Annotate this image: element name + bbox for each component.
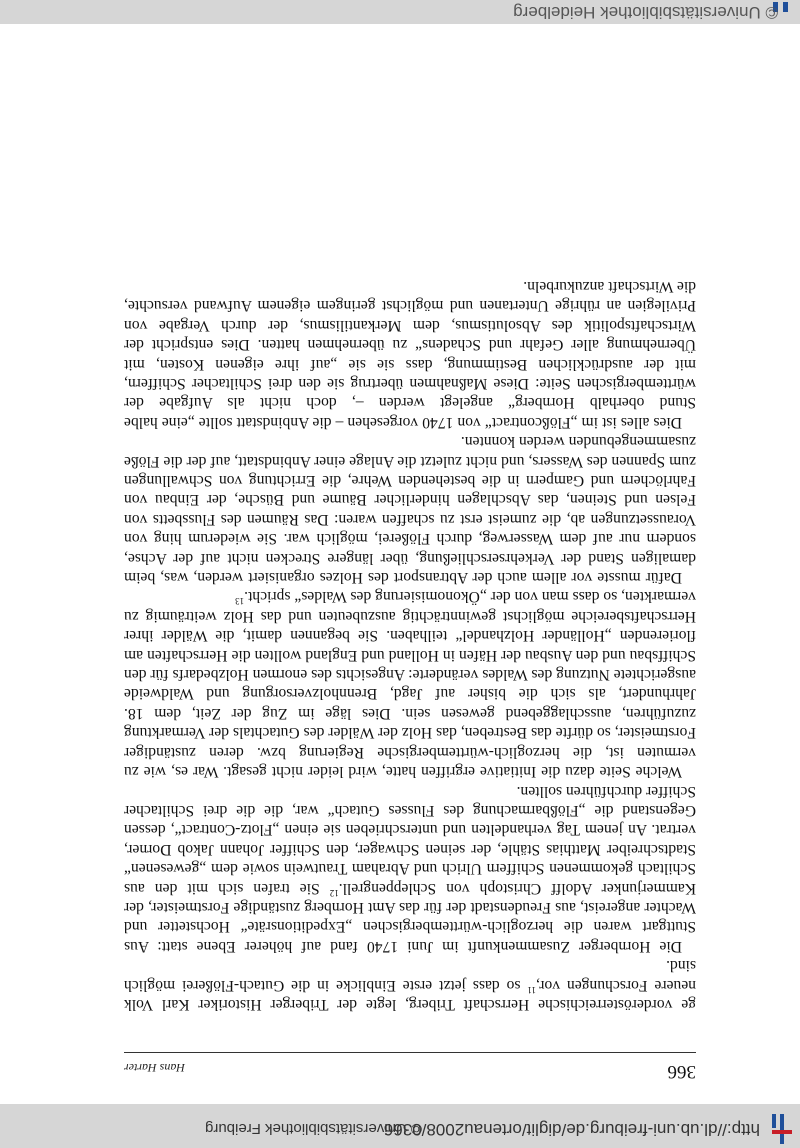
library-credit-bottom: © Universitätsbibliothek Heidelberg bbox=[513, 3, 778, 22]
page-header bbox=[124, 1052, 696, 1082]
paragraph: Welche Seite dazu die Initiative ergriffen hatte, wird leider nicht gesagt. War es, wie zu vermuten ist, die herzoglich-württembergische Regierung bzw. deren zuständiger Forstmeister, so dürfte das Bestreben, das Holz der Wälder des Gutachtals der Vermarktung zuzuführen, ausschlaggebend gewesen sein. Dies läge im Zug der Zeit, dem 18. Jahrhundert, als sich die bisher auf Jagd, Brennholzversorgung und Waldweide ausgerichtete Nutzung des Waldes veränderte: Angesichts des enormen Holzbedarfs für den Schiffsbau und den Ausbau der Häfen in Holland und England wollten die Herrschaften am florierenden „Holländer Holzhandel“ teilhaben. Sie begannen damit, die Wälder ihrer Herrschaftsbereiche möglichst gewinnträchtig auszubeuten und das Holz weiträumig zu vermarkten, so dass man von der „Ökonomisierung des Waldes“ spricht.$^{13}$ bbox=[124, 588, 696, 781]
running-head-author: Hans Harter bbox=[124, 1061, 186, 1075]
library-credit: © Universitätsbibliothek Freiburg bbox=[205, 1120, 422, 1137]
viewer-bottom-bar bbox=[0, 0, 800, 24]
page-number: 366 bbox=[667, 1061, 696, 1082]
source-url-link[interactable]: http://dl.ub.uni-freiburg.de/diglit/ortenau2008/0366 bbox=[383, 1120, 760, 1139]
footnote-ref[interactable]: 12 bbox=[329, 887, 339, 898]
university-logo bbox=[758, 1108, 792, 1144]
footnote-ref[interactable]: 13 bbox=[235, 596, 245, 607]
paragraph: ge vorderösterreichische Herrschaft Triberg, legte der Triberger Historiker Karl Volk neuere Forschungen vor,$^{11}$ so dass jetzt erste Einblicke in die Gutach-Flößerei möglich sind. bbox=[124, 957, 696, 1013]
viewer-top-bar bbox=[0, 1104, 800, 1148]
paragraph: Dies alles ist im „Flößcontract“ von 1740 vorgesehen – die Anbindstatt sollte „eine halbe Stund oberhalb Hornberg“ angelegt werden –, doch nicht als Aufgabe der württembergischen Seite: Diese Maßnahmen übertrug sie den drei Schiltacher Schiffern, mit der ausdrücklichen Bestimmung, dass sie sie „auf ihre eigenen Kosten, mit Übernehmung aller Gefahr und Schadens“ zu übernehmen hatten. Dies entspricht der Wirtschaftspolitik des Absolutismus, dem Merkantilismus, der durch Vergabe von Privilegien an rührige Untertanen und möglichst geringem eigenem Aufwand versuchte, die Wirtschaft anzukurbeln. bbox=[124, 277, 696, 431]
footnote-ref[interactable]: 11 bbox=[527, 984, 537, 995]
paragraph: Die Hornberger Zusammenkunft im Juni 1740 fand auf höherer Ebene statt: Aus Stuttgart waren die herzoglich-württembergischen „Expeditionsräte“ Hochstetter und Wachter angereist, aus Freudenstadt der für das Amt Hornberg zuständige Forstmeister, der Kammerjunker Adolff Christoph von Schleppengrell.$^{12}$ Sie trafen sich mit den aus Schiltach gekommenen Schiffern Ulrich und Abraham Trautwein sowie dem „gewesenen“ Stadtschreiber Matthias Stähle, der seinen Schwager, den Schiffer Johann Jakob Dorner, vertrat. An jenem Tag verhandelten und unterschrieben sie einen „Flotz-Contract“, dessen Gegenstand die „Flößbarmachung des Flusses Gutach“ war, die die drei Schiltacher Schiffer durchführen sollten. bbox=[124, 782, 696, 955]
header-rule bbox=[124, 1052, 696, 1053]
body-text bbox=[124, 277, 696, 1014]
paragraph: Dafür musste vor allem auch der Abtransport des Holzes organisiert werden, was, beim damaligen Stand der Verkehrserschließung, über längere Strecken nicht auf der Achse, sondern nur auf dem Wasserweg, durch Flößerei, möglich war. Sie wiederum hing von Voraussetzungen ab, die zumeist erst zu schaffen waren: Das Räumen des Flussbetts von Felsen und Steinen, das Abschlagen hinderlicher Bäume und Büsche, der Einbau von Fahrlöchern und Gampern in die bestehenden Wehre, die Errichtung von Schwallungen zum Spannen des Wassers, und nicht zuletzt die Anlage einer Anbindstatt, auf der die Flöße zusammengebunden werden konnten. bbox=[124, 433, 696, 587]
